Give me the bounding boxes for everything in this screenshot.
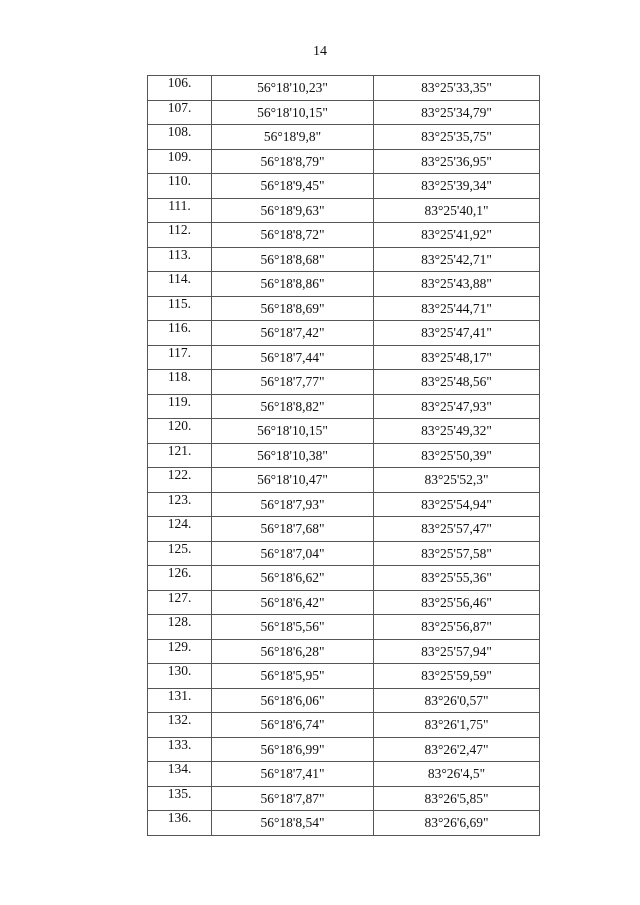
- coordinates-table: [147, 75, 540, 836]
- longitude-cell: 83°25'52,3": [374, 468, 540, 493]
- point-number-cell: 116.: [148, 321, 212, 346]
- point-number-cell: 134.: [148, 762, 212, 787]
- table-row: [148, 272, 540, 297]
- longitude-cell: 83°25'54,94": [374, 492, 540, 517]
- longitude-cell: 83°26'1,75": [374, 713, 540, 738]
- latitude-cell: 56°18'10,47": [212, 468, 374, 493]
- point-number-cell: 110.: [148, 174, 212, 199]
- latitude-cell: 56°18'10,15": [212, 100, 374, 125]
- table-row: [148, 345, 540, 370]
- longitude-cell: 83°25'42,71": [374, 247, 540, 272]
- latitude-cell: 56°18'8,69": [212, 296, 374, 321]
- latitude-cell: 56°18'5,95": [212, 664, 374, 689]
- latitude-cell: 56°18'7,87": [212, 786, 374, 811]
- point-number-cell: 123.: [148, 492, 212, 517]
- point-number-cell: 135.: [148, 786, 212, 811]
- table-row: [148, 394, 540, 419]
- point-number-cell: 128.: [148, 615, 212, 640]
- table-row: [148, 76, 540, 101]
- longitude-cell: 83°25'39,34": [374, 174, 540, 199]
- point-number-cell: 117.: [148, 345, 212, 370]
- point-number-cell: 129.: [148, 639, 212, 664]
- table-row: [148, 737, 540, 762]
- latitude-cell: 56°18'7,42": [212, 321, 374, 346]
- table-row: [148, 590, 540, 615]
- point-number-cell: 126.: [148, 566, 212, 591]
- latitude-cell: 56°18'7,77": [212, 370, 374, 395]
- table-row: [148, 468, 540, 493]
- latitude-cell: 56°18'7,41": [212, 762, 374, 787]
- latitude-cell: 56°18'10,15": [212, 419, 374, 444]
- latitude-cell: 56°18'7,04": [212, 541, 374, 566]
- latitude-cell: 56°18'10,38": [212, 443, 374, 468]
- longitude-cell: 83°26'6,69": [374, 811, 540, 836]
- longitude-cell: 83°25'34,79": [374, 100, 540, 125]
- point-number-cell: 121.: [148, 443, 212, 468]
- longitude-cell: 83°25'35,75": [374, 125, 540, 150]
- table-row: [148, 615, 540, 640]
- point-number-cell: 125.: [148, 541, 212, 566]
- longitude-cell: 83°25'56,87": [374, 615, 540, 640]
- table-row: [148, 811, 540, 836]
- point-number-cell: 107.: [148, 100, 212, 125]
- latitude-cell: 56°18'8,86": [212, 272, 374, 297]
- latitude-cell: 56°18'6,42": [212, 590, 374, 615]
- table-row: [148, 566, 540, 591]
- longitude-cell: 83°25'49,32": [374, 419, 540, 444]
- latitude-cell: 56°18'8,79": [212, 149, 374, 174]
- longitude-cell: 83°25'43,88": [374, 272, 540, 297]
- longitude-cell: 83°26'2,47": [374, 737, 540, 762]
- table-row: [148, 149, 540, 174]
- point-number-cell: 120.: [148, 419, 212, 444]
- longitude-cell: 83°25'57,94": [374, 639, 540, 664]
- table-row: [148, 762, 540, 787]
- latitude-cell: 56°18'7,93": [212, 492, 374, 517]
- page-number: 14: [313, 44, 327, 59]
- table-row: [148, 174, 540, 199]
- longitude-cell: 83°25'48,56": [374, 370, 540, 395]
- point-number-cell: 132.: [148, 713, 212, 738]
- latitude-cell: 56°18'9,63": [212, 198, 374, 223]
- table-row: [148, 713, 540, 738]
- table-row: [148, 125, 540, 150]
- longitude-cell: 83°25'59,59": [374, 664, 540, 689]
- point-number-cell: 130.: [148, 664, 212, 689]
- point-number-cell: 124.: [148, 517, 212, 542]
- longitude-cell: 83°25'36,95": [374, 149, 540, 174]
- longitude-cell: 83°26'4,5": [374, 762, 540, 787]
- point-number-cell: 122.: [148, 468, 212, 493]
- latitude-cell: 56°18'6,28": [212, 639, 374, 664]
- longitude-cell: 83°26'0,57": [374, 688, 540, 713]
- table-row: [148, 247, 540, 272]
- point-number-cell: 136.: [148, 811, 212, 836]
- table-row: [148, 664, 540, 689]
- coordinates-table-body: [148, 76, 540, 836]
- point-number-cell: 113.: [148, 247, 212, 272]
- latitude-cell: 56°18'8,68": [212, 247, 374, 272]
- point-number-cell: 112.: [148, 223, 212, 248]
- table-row: [148, 100, 540, 125]
- longitude-cell: 83°25'40,1": [374, 198, 540, 223]
- point-number-cell: 108.: [148, 125, 212, 150]
- point-number-cell: 111.: [148, 198, 212, 223]
- latitude-cell: 56°18'5,56": [212, 615, 374, 640]
- latitude-cell: 56°18'7,68": [212, 517, 374, 542]
- latitude-cell: 56°18'8,54": [212, 811, 374, 836]
- latitude-cell: 56°18'9,8": [212, 125, 374, 150]
- longitude-cell: 83°25'47,93": [374, 394, 540, 419]
- latitude-cell: 56°18'9,45": [212, 174, 374, 199]
- table-row: [148, 370, 540, 395]
- longitude-cell: 83°25'56,46": [374, 590, 540, 615]
- longitude-cell: 83°25'44,71": [374, 296, 540, 321]
- table-row: [148, 639, 540, 664]
- latitude-cell: 56°18'8,72": [212, 223, 374, 248]
- table-row: [148, 541, 540, 566]
- latitude-cell: 56°18'6,99": [212, 737, 374, 762]
- table-row: [148, 786, 540, 811]
- longitude-cell: 83°25'57,47": [374, 517, 540, 542]
- latitude-cell: 56°18'6,06": [212, 688, 374, 713]
- table-row: [148, 321, 540, 346]
- table-row: [148, 443, 540, 468]
- point-number-cell: 114.: [148, 272, 212, 297]
- table-row: [148, 223, 540, 248]
- longitude-cell: 83°25'55,36": [374, 566, 540, 591]
- longitude-cell: 83°25'50,39": [374, 443, 540, 468]
- point-number-cell: 119.: [148, 394, 212, 419]
- latitude-cell: 56°18'7,44": [212, 345, 374, 370]
- longitude-cell: 83°25'47,41": [374, 321, 540, 346]
- longitude-cell: 83°25'33,35": [374, 76, 540, 101]
- table-row: [148, 517, 540, 542]
- point-number-cell: 115.: [148, 296, 212, 321]
- point-number-cell: 131.: [148, 688, 212, 713]
- longitude-cell: 83°26'5,85": [374, 786, 540, 811]
- latitude-cell: 56°18'6,74": [212, 713, 374, 738]
- latitude-cell: 56°18'8,82": [212, 394, 374, 419]
- table-row: [148, 688, 540, 713]
- table-row: [148, 198, 540, 223]
- latitude-cell: 56°18'10,23": [212, 76, 374, 101]
- longitude-cell: 83°25'41,92": [374, 223, 540, 248]
- point-number-cell: 133.: [148, 737, 212, 762]
- table-row: [148, 419, 540, 444]
- point-number-cell: 109.: [148, 149, 212, 174]
- latitude-cell: 56°18'6,62": [212, 566, 374, 591]
- longitude-cell: 83°25'48,17": [374, 345, 540, 370]
- point-number-cell: 127.: [148, 590, 212, 615]
- point-number-cell: 106.: [148, 76, 212, 101]
- table-row: [148, 492, 540, 517]
- longitude-cell: 83°25'57,58": [374, 541, 540, 566]
- point-number-cell: 118.: [148, 370, 212, 395]
- table-row: [148, 296, 540, 321]
